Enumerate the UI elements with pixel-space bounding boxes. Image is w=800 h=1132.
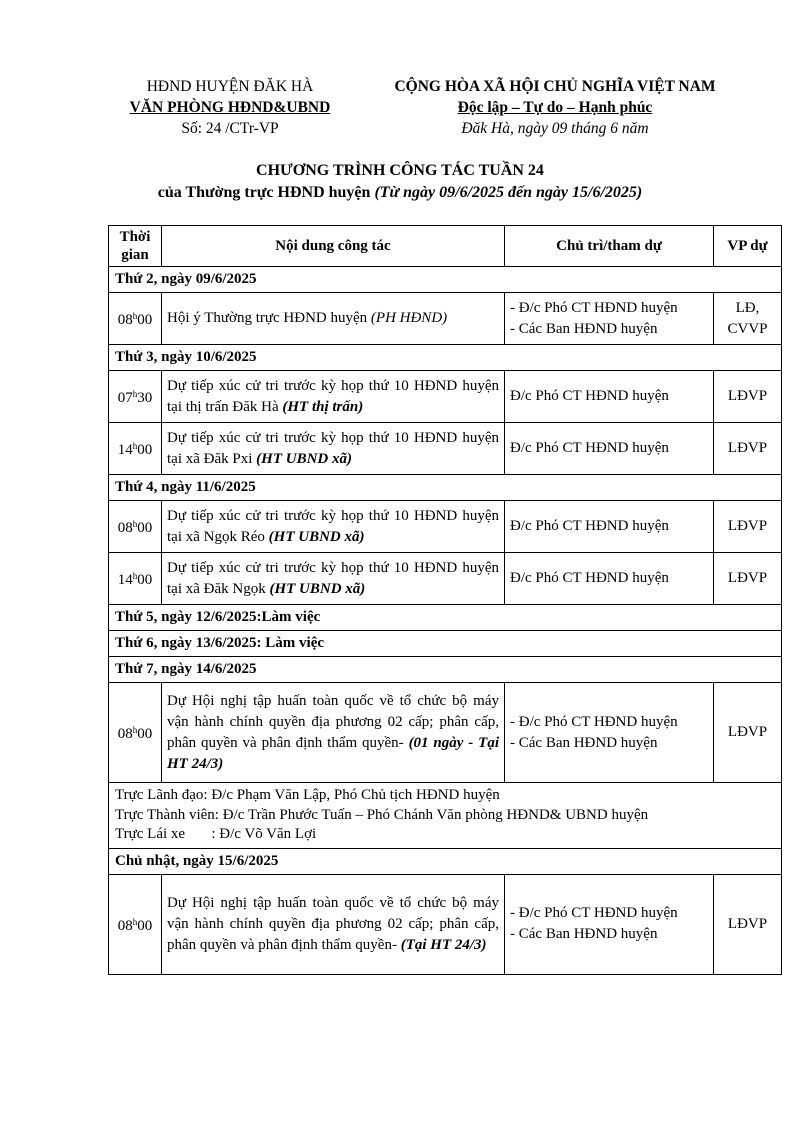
vp-cell: LĐVP (714, 553, 782, 605)
day-label: Thứ 7, ngày 14/6/2025 (109, 657, 782, 683)
time-cell: 08$^h$00 (109, 293, 162, 345)
day-row (109, 848, 782, 874)
host-cell: - Đ/c Phó CT HĐND huyện - Các Ban HĐND huyện (505, 874, 714, 974)
table-row (109, 683, 782, 783)
national-header-block (380, 76, 730, 139)
vp-cell: LĐVP (714, 874, 782, 974)
day-row (109, 475, 782, 501)
day-label: Thứ 2, ngày 09/6/2025 (109, 267, 782, 293)
duty-row (109, 783, 782, 849)
day-label: Thứ 3, ngày 10/6/2025 (109, 345, 782, 371)
day-label: Thứ 5, ngày 12/6/2025:Làm việc (109, 605, 782, 631)
country-name: CỘNG HÒA XÃ HỘI CHỦ NGHĨA VIỆT NAM (394, 78, 716, 95)
content-cell: Dự tiếp xúc cử tri trước kỳ họp thứ 10 HĐND huyện tại xã Đăk Ngọk (HT UBND xã) (162, 553, 505, 605)
time-cell: 14$^h$00 (109, 553, 162, 605)
day-row (109, 631, 782, 657)
time-cell: 07$^h$30 (109, 371, 162, 423)
content-cell: Dự Hội nghị tập huấn toàn quốc về tổ chức bộ máy vận hành chính quyền địa phương 02 cấp; phân cấp, phân quyền và phân định thẩm quyền- (01 ngày - Tại HT 24/3) (162, 683, 505, 783)
host-cell: Đ/c Phó CT HĐND huyện (505, 371, 714, 423)
content-cell: Dự tiếp xúc cử tri trước kỳ họp thứ 10 HĐND huyện tại xã Ngọk Réo (HT UBND xã) (162, 501, 505, 553)
org-line2: VĂN PHÒNG HĐND&UBND (129, 99, 331, 116)
day-row (109, 345, 782, 371)
title-subject: của Thường trực HĐND huyện (157, 184, 375, 201)
motto: Độc lập – Tự do – Hạnh phúc (457, 99, 653, 116)
title-date-range: (Từ ngày 09/6/2025 đến ngày 15/6/2025) (374, 184, 643, 201)
table-row (109, 874, 782, 974)
col-header-content: Nội dung công tác (162, 226, 505, 267)
duty-roster (109, 783, 782, 849)
content-cell: Dự tiếp xúc cử tri trước kỳ họp thứ 10 HĐND huyện tại xã Đăk Pxi (HT UBND xã) (162, 423, 505, 475)
time-cell: 08$^h$00 (109, 874, 162, 974)
title-line1: CHƯƠNG TRÌNH CÔNG TÁC TUẦN 24 (256, 162, 544, 179)
host-cell: - Đ/c Phó CT HĐND huyện - Các Ban HĐND huyện (505, 293, 714, 345)
host-cell: - Đ/c Phó CT HĐND huyện - Các Ban HĐND huyện (505, 683, 714, 783)
duty-driver: Trực Lái xe : Đ/c Võ Văn Lợi (115, 826, 317, 842)
day-row (109, 605, 782, 631)
duty-leader: Trực Lãnh đạo: Đ/c Phạm Văn Lập, Phó Chủ tịch HĐND huyện (115, 787, 500, 803)
content-cell: Hội ý Thường trực HĐND huyện (PH HĐND) (162, 293, 505, 345)
vp-cell: LĐ, CVVP (714, 293, 782, 345)
host-cell: Đ/c Phó CT HĐND huyện (505, 553, 714, 605)
col-header-host: Chủ trì/tham dự (505, 226, 714, 267)
table-row (109, 293, 782, 345)
table-row (109, 553, 782, 605)
day-label: Thứ 4, ngày 11/6/2025 (109, 475, 782, 501)
col-header-time: Thời gian (109, 226, 162, 267)
content-cell: Dự Hội nghị tập huấn toàn quốc về tổ chức bộ máy vận hành chính quyền địa phương 02 cấp; phân cấp, phân quyền và phân định thẩm quyền- (Tại HT 24/3) (162, 874, 505, 974)
table-row (109, 371, 782, 423)
title-line2 (0, 182, 800, 204)
content-cell: Dự tiếp xúc cử tri trước kỳ họp thứ 10 HĐND huyện tại thị trấn Đăk Hà (HT thị trấn) (162, 371, 505, 423)
day-label: Chủ nhật, ngày 15/6/2025 (109, 848, 782, 874)
time-cell: 08$^h$00 (109, 501, 162, 553)
document-number: Số: 24 /CTr-VP (181, 120, 279, 137)
table-row (109, 501, 782, 553)
vp-cell: LĐVP (714, 423, 782, 475)
document-title (0, 160, 800, 204)
day-row (109, 267, 782, 293)
day-row (109, 657, 782, 683)
org-line1: HĐND HUYỆN ĐĂK HÀ (146, 78, 314, 95)
time-cell: 14$^h$00 (109, 423, 162, 475)
vp-cell: LĐVP (714, 371, 782, 423)
col-header-vp: VP dự (714, 226, 782, 267)
schedule-table (108, 225, 782, 975)
duty-member: Trực Thành viên: Đ/c Trần Phước Tuấn – Phó Chánh Văn phòng HĐND& UBND huyện (115, 806, 649, 823)
time-cell: 08$^h$00 (109, 683, 162, 783)
issuing-agency-block (110, 76, 350, 139)
day-label: Thứ 6, ngày 13/6/2025: Làm việc (109, 631, 782, 657)
vp-cell: LĐVP (714, 501, 782, 553)
vp-cell: LĐVP (714, 683, 782, 783)
host-cell: Đ/c Phó CT HĐND huyện (505, 501, 714, 553)
table-row (109, 423, 782, 475)
place-date: Đăk Hà, ngày 09 tháng 6 năm (461, 120, 649, 137)
table-header-row (109, 226, 782, 267)
host-cell: Đ/c Phó CT HĐND huyện (505, 423, 714, 475)
